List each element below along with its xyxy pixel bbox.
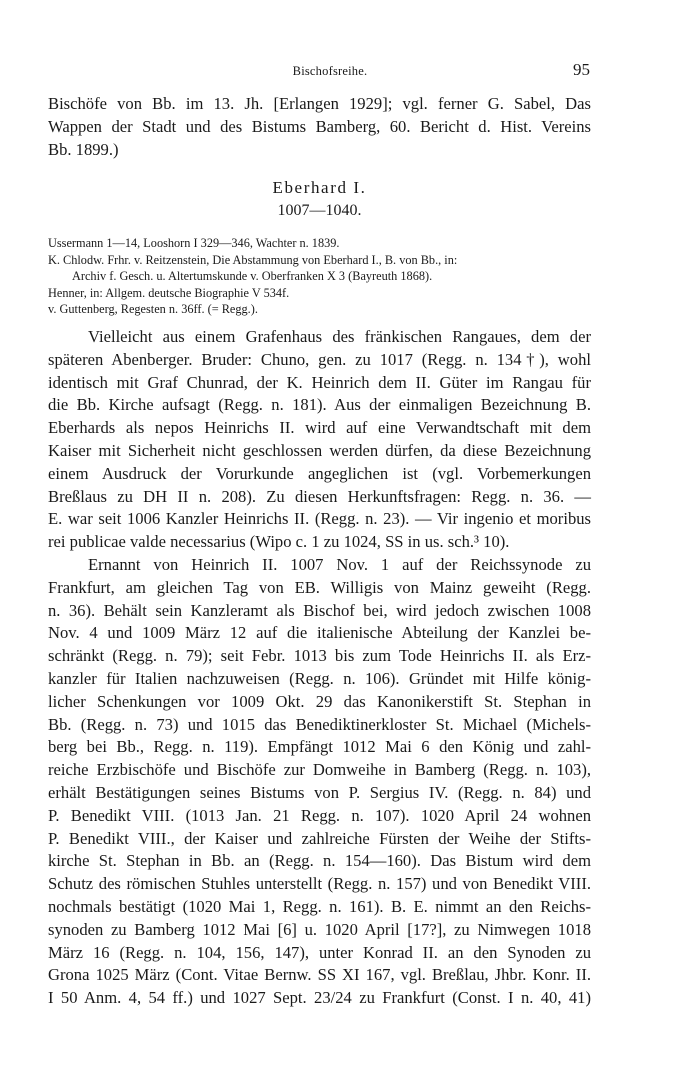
intro-text [48,93,591,161]
text-line: n. 36). Behält sein Kanzleramt als Bischof bei, wird jedoch zwischen 1008 [48,600,591,620]
text-line: I 50 Anm. 4, 54 ff.) und 1027 Sept. 23/24 zu Frankfurt (Const. I n. 40, 41) [48,988,591,1008]
text-line: Wappen der Stadt und des Bistums Bamberg, 60. Bericht d. Hist. Vereins [48,116,591,136]
text-line: P. Benedikt VIII., der Kaiser und zahlreiche Fürsten der Weihe der Stifts- [48,828,591,848]
paragraph-career [48,554,591,1010]
entry-heading-block [48,177,591,223]
text-line: identisch mit Graf Chunrad, der K. Heinrich dem II. Güter im Rangau für [48,372,591,392]
reference-line: Archiv f. Gesch. u. Altertumskunde v. Oberfranken X 3 (Bayreuth 1868). [72,269,433,284]
text-line: reiche Erzbischöfe und Bischöfe zur Domweihe in Bamberg (Regg. n. 103), [48,760,591,780]
text-line: die Bb. Kirche aufsagt (Regg. n. 181). Aus der einmaligen Bezeichnung B. [48,395,591,415]
text-line: E. war seit 1006 Kanzler Heinrichs II. (Regg. n. 23). — Vir ingenio et moribus [48,509,591,529]
text-line: P. Benedikt VIII. (1013 Jan. 21 Regg. n. 107). 1020 April 24 wohnen [48,805,591,825]
text-line: Ernannt von Heinrich II. 1007 Nov. 1 auf der Reichssynode zu [88,555,591,574]
text-line: einem Ausdruck der Vorurkunde angeglichen ist (vgl. Vorbemerkungen [48,463,591,483]
text-line: Vielleicht aus einem Grafenhaus des fränkischen Rangaues, dem der [88,327,591,346]
text-line: Nov. 4 und 1009 März 12 auf die italienische Abteilung der Kanzlei be- [48,623,591,643]
text-line: Eberhards als nepos Heinrichs II. wird auf eine Verwandtschaft mit dem [48,418,591,438]
text-line: März 16 (Regg. n. 104, 156, 147), unter Konrad II. an den Synoden zu [48,942,591,962]
text-line: berg bei Bb., Regg. n. 119). Empfängt 1012 Mai 6 den König und zahl- [48,737,591,757]
bishop-name-heading: Eberhard I. [272,178,367,197]
reference-line: Ussermann 1—14, Looshorn I 329—346, Wachter n. 1839. [48,236,340,250]
references-list [48,235,608,318]
text-line: Breßlaus zu DH II n. 208). Zu diesen Herkunftsfragen: Regg. n. 36. — [48,486,591,506]
text-line: Bb. 1899.) [48,139,119,159]
text-line: kirche St. Stephan in Bb. an (Regg. n. 154—160). Das Bistum wird dem [48,851,591,871]
text-line: kanzler für Italien nachzuweisen (Regg. n. 106). Gründet mit Hilfe könig- [48,668,591,688]
text-line: nochmals bestätigt (1020 Mai 1, Regg. n. 161). B. E. nimmt an den Reichs- [48,896,591,916]
text-line: späteren Abenberger. Bruder: Chuno, gen. zu 1017 (Regg. n. 134†), wohl [48,349,591,369]
text-line: rei publicae valde necessarius (Wipo c. 1 zu 1024, SS in us. sch.³ 10). [48,532,510,552]
text-line: Bischöfe von Bb. im 13. Jh. [Erlangen 1929]; vgl. ferner G. Sabel, Das [48,94,591,113]
text-line: Kaiser mit Sicherheit nicht geschlossen werden dürfen, da diese Bezeichnung [48,440,591,460]
text-line: erhält Bestätigungen seines Bistums von P. Sergius IV. (Regg. n. 84) und [48,782,591,802]
text-line: Frankfurt, am gleichen Tag von EB. Willigis von Mainz geweiht (Regg. [48,577,591,597]
bishop-years: 1007—1040. [277,201,362,219]
reference-line: K. Chlodw. Frhr. v. Reitzenstein, Die Abstammung von Eberhard I., B. von Bb., in: [48,252,458,267]
paragraph-origin [48,326,591,554]
text-line: Bb. (Regg. n. 73) und 1015 das Benediktinerkloster St. Michael (Michels- [48,714,591,734]
text-line: Grona 1025 März (Cont. Vitae Bernw. SS XI 167, vgl. Breßlau, Jhbr. Konr. II. [48,965,591,985]
running-title: Bischofsreihe. [292,64,368,78]
text-line: synoden zu Bamberg 1012 Mai [6] u. 1020 April [17?], zu Nimwegen 1018 [48,919,591,939]
text-line: licher Schenkungen vor 1009 Okt. 29 das Kanonikerstift St. Stephan in [48,691,591,711]
reference-line: v. Guttenberg, Regesten n. 36ff. (= Regg.). [48,302,258,317]
text-line: Schutz des römischen Stuhles unterstellt (Regg. n. 157) und von Benedikt VIII. [48,874,591,894]
text-line: schränkt (Regg. n. 79); seit Febr. 1013 bis zum Tode Heinrichs II. als Erz- [48,646,591,666]
page-number: 95 [573,60,590,79]
reference-line: Henner, in: Allgem. deutsche Biographie V 534f. [48,285,290,300]
